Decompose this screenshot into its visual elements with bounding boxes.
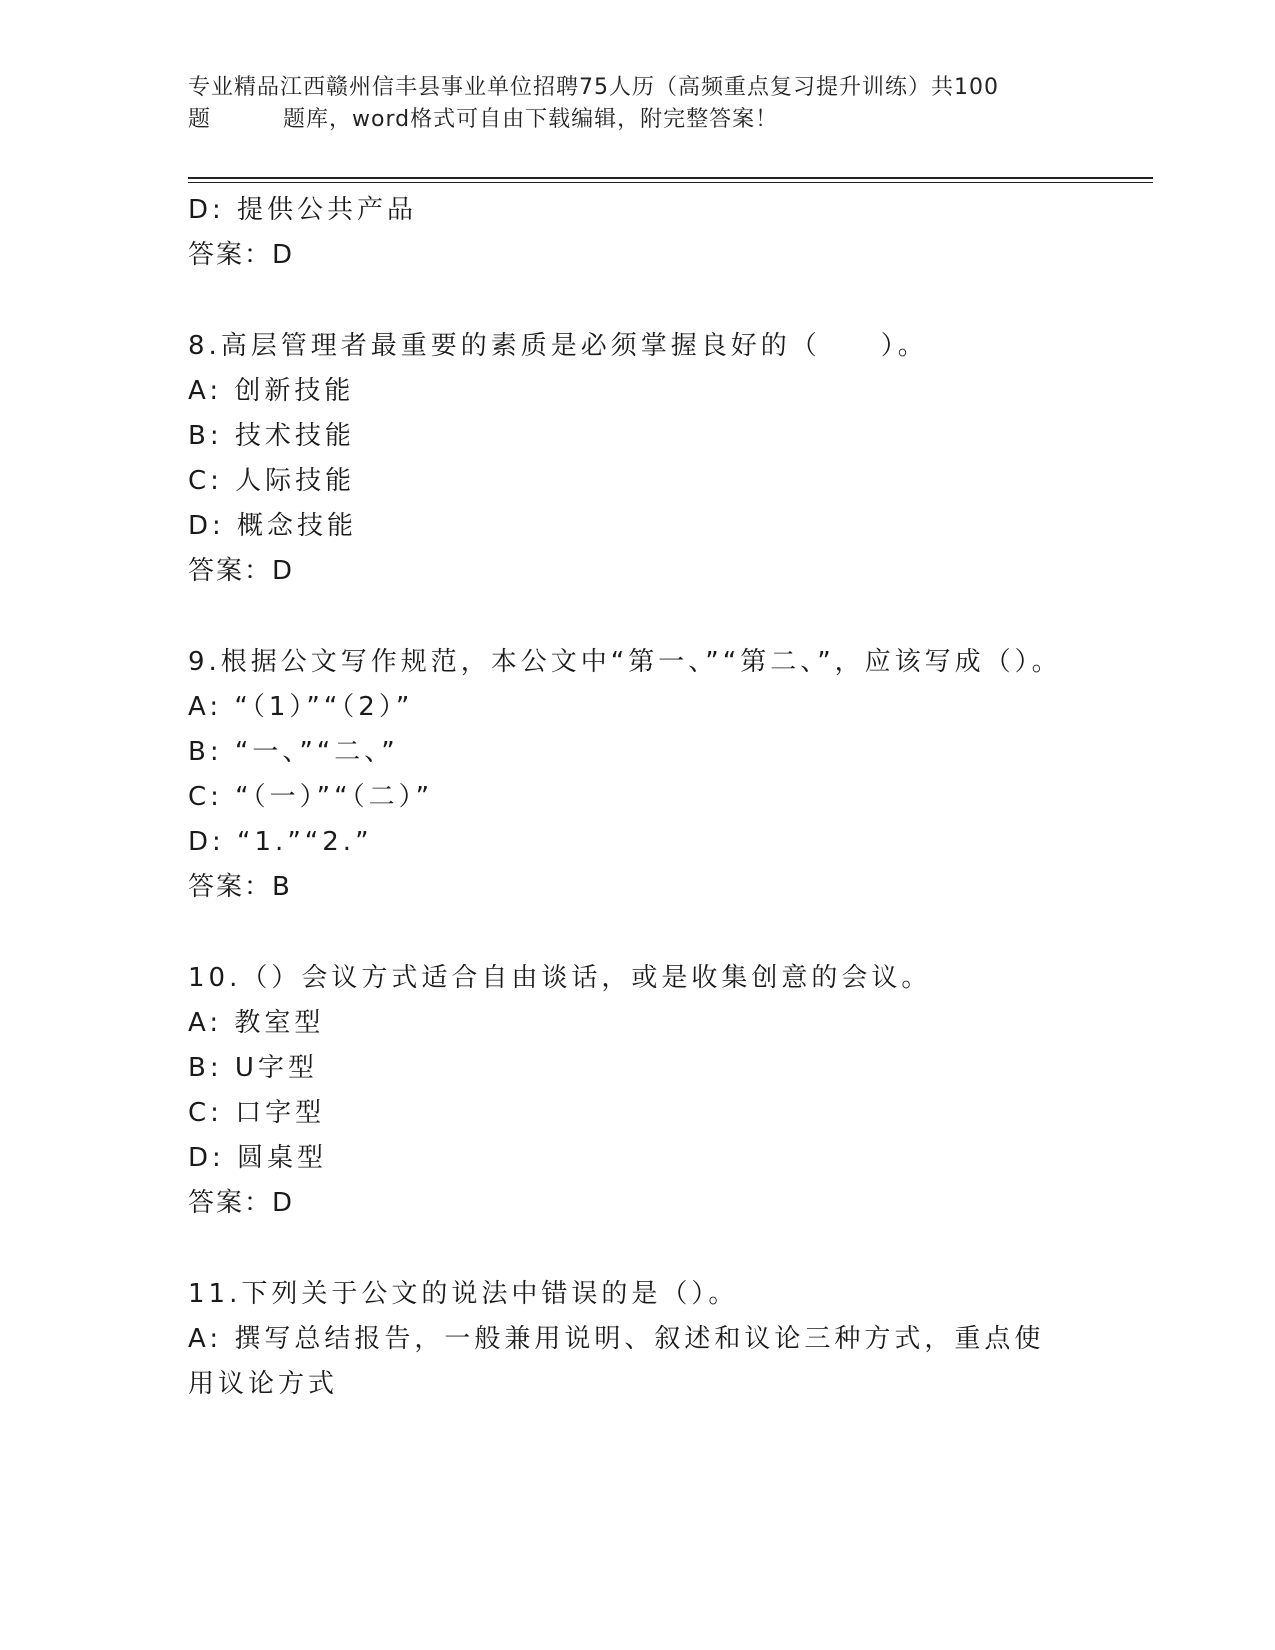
question-9-option-c: C: “（一）”“（二）” — [188, 782, 434, 812]
question-gap — [188, 594, 1088, 640]
question-10-stem: 10.（）会议方式适合自由谈话，或是收集创意的会议。 — [188, 963, 932, 993]
question-8-option-a: A: 创新技能 — [188, 376, 355, 406]
header-title-line-2 — [188, 104, 1068, 136]
document-header — [188, 72, 1068, 136]
question-11-stem: 11.下列关于公文的说法中错误的是（）。 — [188, 1279, 739, 1309]
question-8-option-b: B: 技术技能 — [188, 421, 355, 451]
question-10-answer: 答案：D — [188, 1188, 295, 1218]
document-body — [188, 188, 1088, 1407]
question-10-option-d: D: 圆桌型 — [188, 1143, 328, 1173]
header-divider-thin — [188, 182, 1153, 183]
question-10-option-c: C: 口字型 — [188, 1098, 326, 1128]
question-9-answer: 答案：B — [188, 872, 292, 902]
header-title-line-2-rest: 题库，word格式可自由下载编辑，附完整答案！ — [283, 107, 779, 132]
question-8-answer: 答案：D — [188, 556, 295, 586]
question-10-option-a: A: 教室型 — [188, 1008, 325, 1038]
question-8-stem: 8.高层管理者最重要的素质是必须掌握良好的（ ）。 — [188, 331, 928, 361]
question-9-stem: 9.根据公文写作规范，本公文中“第一、”“第二、”，应该写成（）。 — [188, 647, 1062, 677]
question-gap — [188, 1226, 1088, 1272]
question-gap — [188, 910, 1088, 956]
answer-line: 答案：D — [188, 240, 295, 270]
question-8-option-c: C: 人际技能 — [188, 466, 356, 496]
question-gap — [188, 278, 1088, 324]
header-title-line-2-start: 题 — [188, 107, 212, 132]
header-title-line-1: 专业精品江西赣州信丰县事业单位招聘75人历（高频重点复习提升训练）共100 — [188, 75, 999, 100]
question-9-option-b: B: “一、”“二、” — [188, 737, 399, 767]
header-divider-thick — [188, 177, 1153, 179]
question-11-option-a: A: 撰写总结报告，一般兼用说明、叙述和议论三种方式，重点使用议论方式 — [188, 1324, 1045, 1399]
question-10-option-b: B: U字型 — [188, 1053, 318, 1083]
question-9-option-d: D: “1.”“2.” — [188, 827, 373, 857]
question-9-option-a: A: “（1）”“（2）” — [188, 692, 414, 722]
question-8-option-d: D: 概念技能 — [188, 511, 358, 541]
option-d: D: 提供公共产品 — [188, 195, 418, 225]
